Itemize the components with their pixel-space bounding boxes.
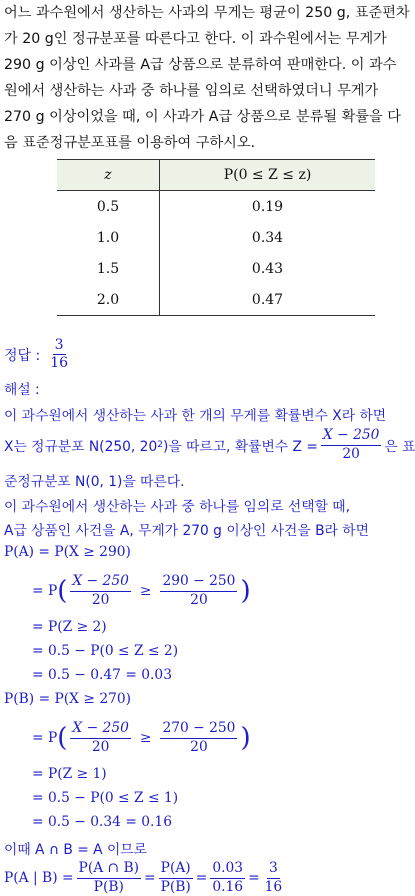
table-cell: 0.5 [57, 191, 160, 223]
pb-fraction-left [70, 721, 131, 754]
fraction-denominator: 20 [91, 591, 110, 608]
problem-statement [4, 0, 410, 156]
table-row [57, 284, 375, 316]
fraction-numerator: X − 250 [70, 721, 131, 738]
pa-fraction-right [160, 574, 237, 607]
fraction-denominator: 20 [342, 445, 360, 462]
fraction-numerator: P(A ∩ B) [77, 861, 141, 878]
pa-line-1: P(A) = P(X ≥ 290) [4, 544, 131, 560]
table-header-z: z [57, 160, 160, 191]
table-row [57, 222, 375, 253]
table-header-row [57, 160, 375, 191]
pb-line-1: P(B) = P(X ≥ 270) [4, 691, 132, 707]
exponent: 2 [157, 440, 163, 450]
pb-line-5: = 0.5 − 0.34 = 0.16 [32, 814, 172, 830]
solution-line: 준정규분포 N(0, 1)을 따른다. [4, 474, 185, 490]
geq-symbol: ≥ [139, 730, 152, 746]
fraction-denominator: 20 [91, 738, 110, 755]
solution-line-intersection: 이때 A ∩ B = A 이므로 [4, 842, 147, 858]
table-cell: 2.0 [57, 284, 160, 316]
table-row [57, 253, 375, 284]
answer [4, 338, 73, 372]
fraction-denominator: 16 [264, 878, 283, 895]
problem-line: 원에서 생산하는 사과 중 하나를 임의로 선택하였더니 무게가 [4, 83, 379, 99]
fraction-numerator: X − 250 [321, 428, 382, 445]
answer-denominator: 16 [50, 355, 69, 372]
answer-fraction [48, 338, 70, 372]
standard-normal-table [57, 159, 375, 316]
table-cell: 0.34 [251, 229, 284, 246]
standardization-fraction [321, 428, 382, 461]
solution-line-normal-dist [4, 427, 415, 462]
conditional-fraction-2 [159, 861, 193, 894]
table-cell: 0.19 [251, 198, 284, 215]
fraction-numerator: 270 − 250 [160, 721, 237, 738]
pb-line-4: = 0.5 − P(0 ≤ Z ≤ 1) [32, 790, 179, 806]
equals-sign: = [248, 870, 260, 886]
pa-prefix: = P [32, 583, 58, 599]
problem-line: 가 20 g인 정규분포를 따른다고 한다. 이 과수원에서는 무게가 [4, 31, 387, 47]
problem-line: 290 g 이상인 사과를 A급 상품으로 분류하여 판매한다. 이 과수 [4, 57, 397, 73]
pa-line-4: = 0.5 − P(0 ≤ Z ≤ 2) [32, 643, 179, 659]
fraction-denominator: 20 [190, 738, 208, 755]
solution-text: )을 따르고, 확률변수 Z = [162, 439, 318, 455]
solution-line: 이 과수원에서 생산하는 사과 중 하나를 임의로 선택할 때, [4, 499, 351, 515]
fraction-numerator: 0.03 [210, 861, 245, 878]
pa-fraction-left [70, 574, 131, 607]
left-paren: ( [57, 576, 68, 606]
fraction-numerator: P(A) [159, 861, 193, 878]
fraction-numerator: 290 − 250 [160, 574, 237, 591]
solution-label: 해설 : [4, 382, 40, 398]
conditional-fraction-1 [77, 861, 141, 894]
pa-line-2 [32, 571, 251, 611]
problem-line: 270 g 이상이었을 때, 이 사과가 A급 상품으로 분류될 확률을 다 [4, 109, 401, 125]
right-paren: ) [240, 723, 251, 753]
fraction-denominator: P(B) [160, 878, 191, 895]
pb-prefix: = P [32, 730, 58, 746]
pb-line-2 [32, 718, 251, 758]
fraction-numerator: 3 [267, 861, 280, 878]
fraction-denominator: 0.16 [212, 878, 244, 895]
equals-sign: = [195, 870, 208, 886]
conditional-lhs: P(A | B) = [4, 870, 74, 886]
fraction-numerator: X − 250 [70, 574, 131, 591]
table-cell: 1.5 [57, 253, 160, 284]
geq-symbol: ≥ [139, 583, 152, 599]
table-cell: 1.0 [57, 222, 160, 253]
equals-sign: = [144, 870, 156, 886]
table-cell: 0.47 [160, 284, 376, 316]
table-row [57, 191, 375, 223]
solution-line: 이 과수원에서 생산하는 사과 한 개의 무게를 확률변수 X라 하면 [4, 408, 387, 424]
pb-fraction-right [160, 721, 237, 754]
solution-text: X는 정규분포 N(250, 20 [4, 439, 158, 455]
problem-line: 어느 과수원에서 생산하는 사과의 무게는 평균이 250 g, 표준편차 [4, 5, 410, 21]
pa-line-5: = 0.5 − 0.47 = 0.03 [32, 667, 172, 683]
conditional-probability-line [4, 860, 287, 896]
pb-line-3: = P(Z ≥ 1) [32, 766, 107, 782]
problem-line: 음 표준정규분포표를 이용하여 구하시오. [4, 135, 256, 151]
conditional-fraction-3 [210, 861, 245, 894]
pa-line-3: = P(Z ≥ 2) [32, 619, 107, 635]
left-paren: ( [57, 723, 68, 753]
solution-line: A급 상품인 사건을 A, 무게가 270 g 이상인 사건을 B라 하면 [4, 523, 369, 539]
answer-label: 정답 : [4, 347, 41, 364]
fraction-denominator: P(B) [93, 878, 124, 895]
table-header-prob: P(0 ≤ Z ≤ z) [160, 160, 376, 191]
right-paren: ) [240, 576, 251, 606]
table-cell: 0.43 [251, 260, 284, 277]
fraction-denominator: 20 [190, 591, 208, 608]
solution-text: 은 표 [384, 439, 415, 455]
conditional-fraction-4 [263, 861, 285, 894]
answer-numerator: 3 [53, 338, 66, 355]
